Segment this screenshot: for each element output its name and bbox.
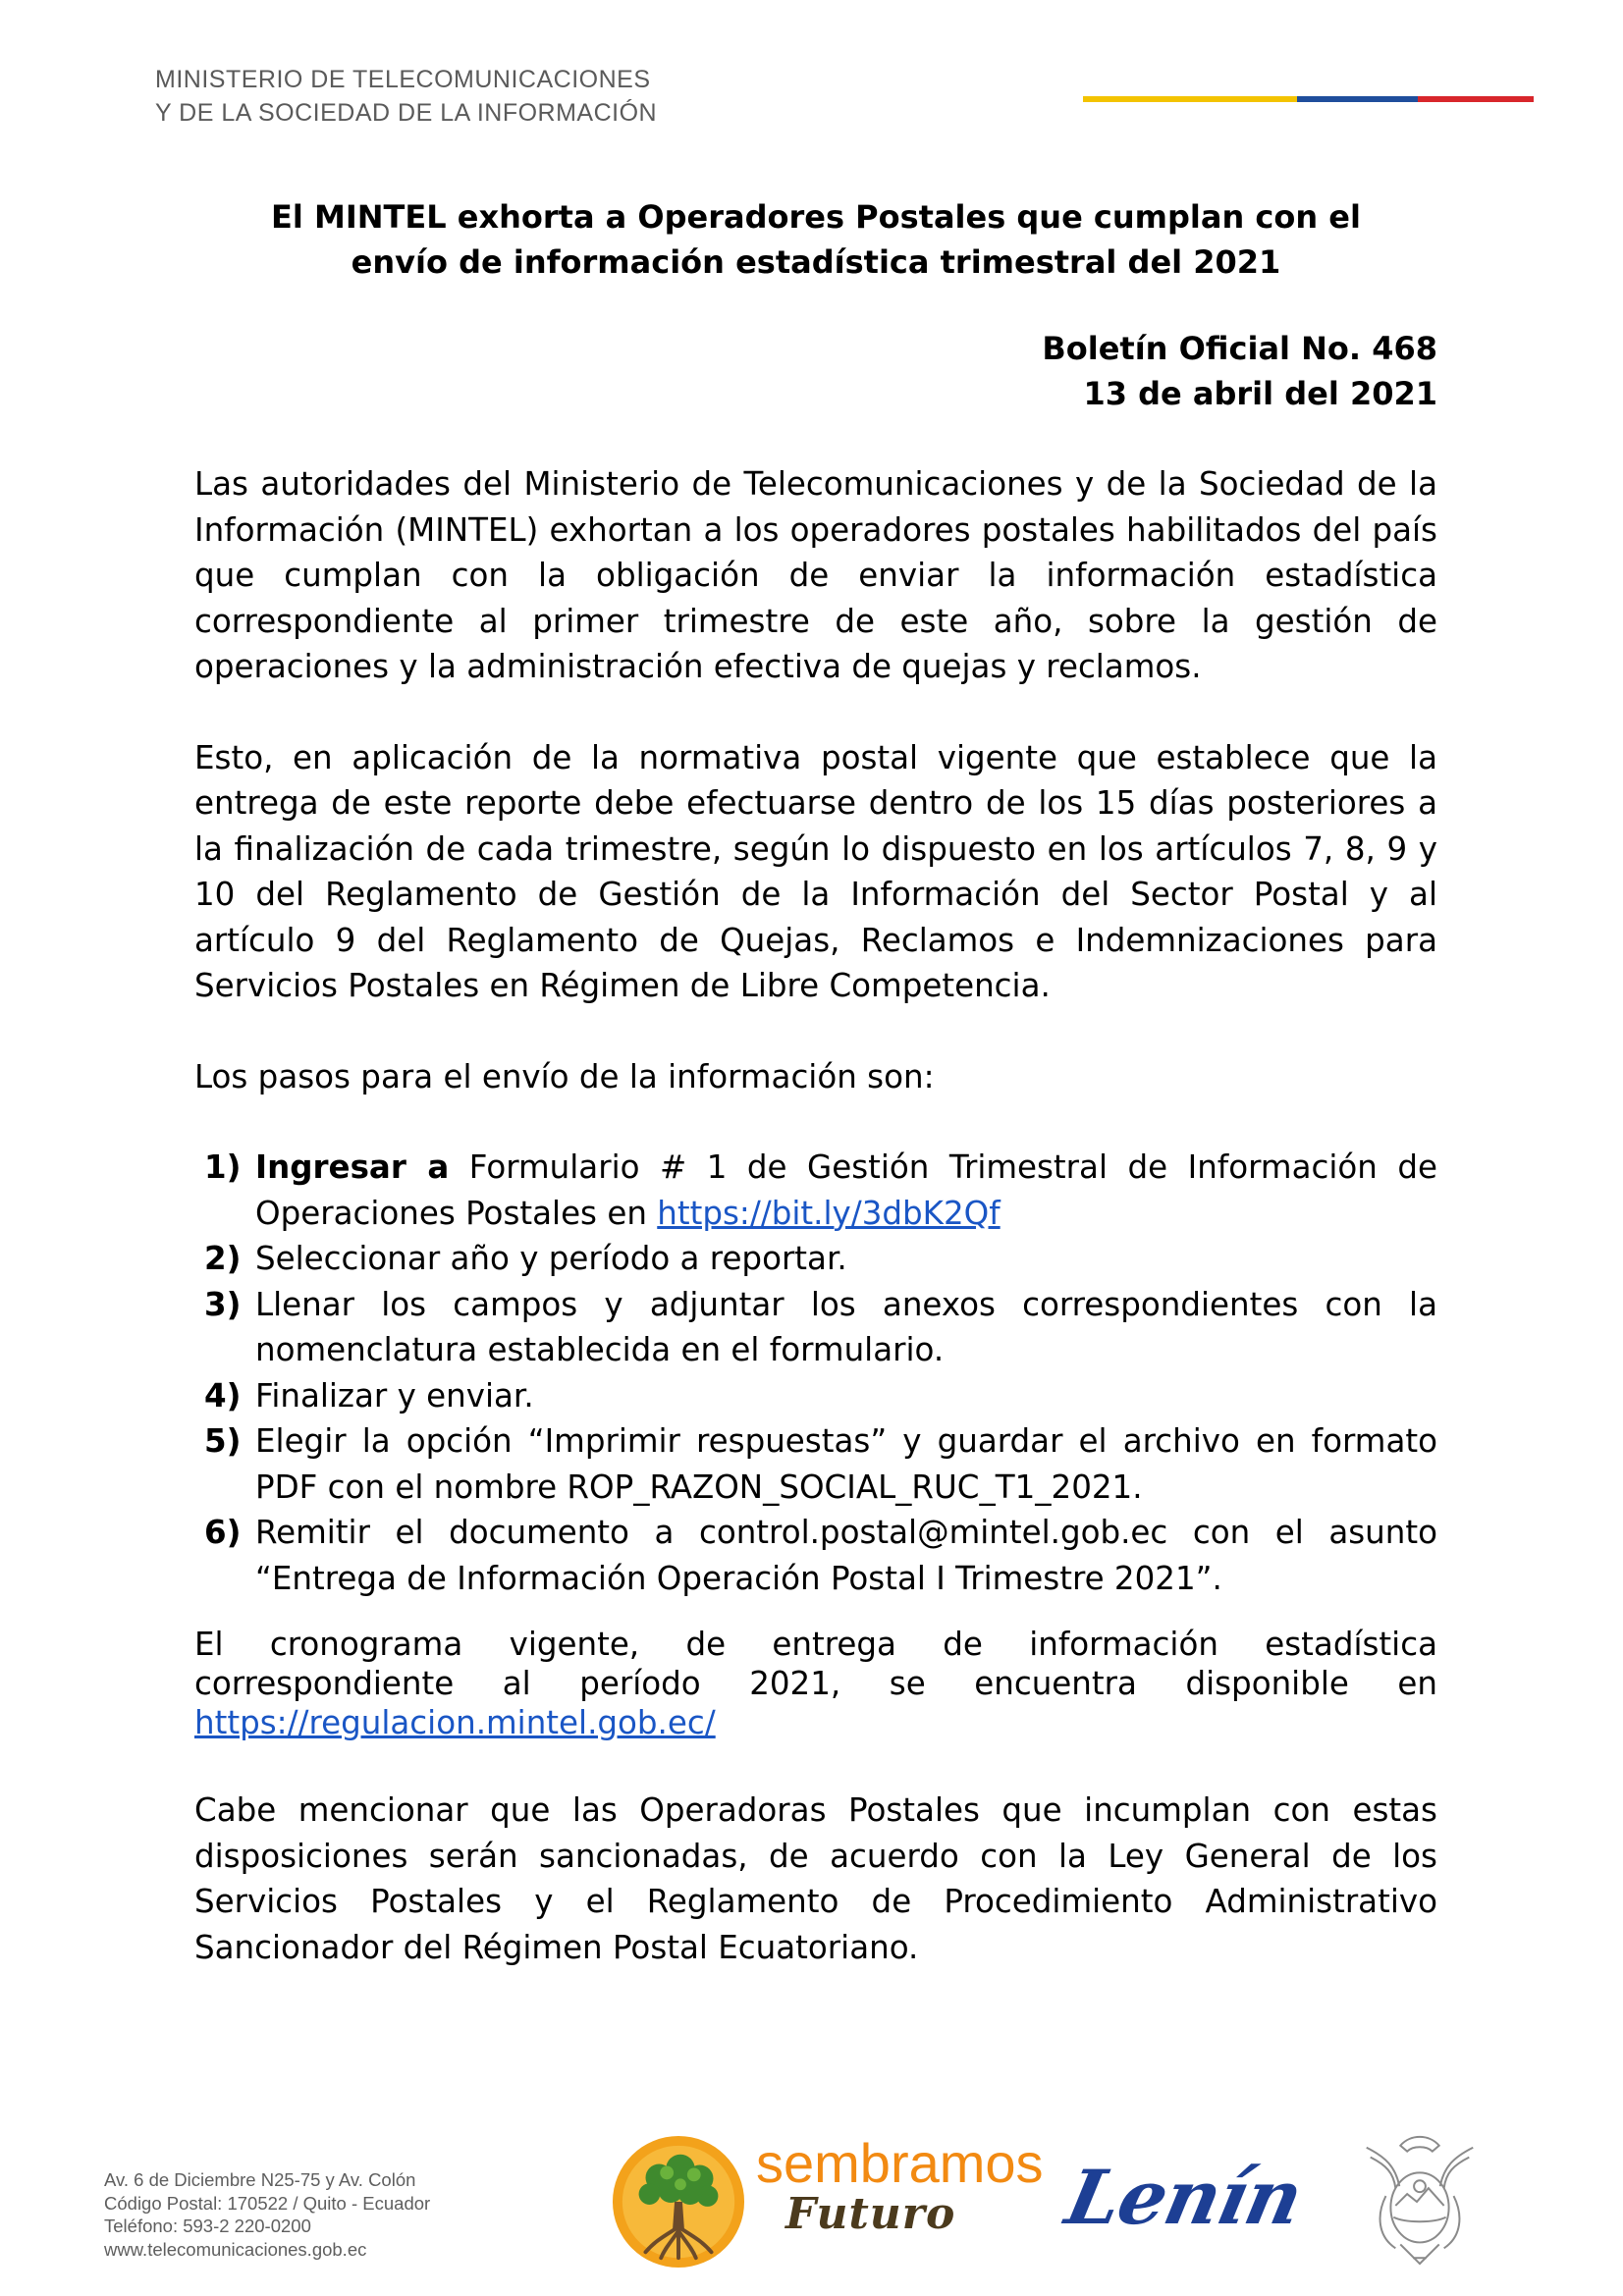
bulletin-info	[194, 326, 1437, 416]
schedule-text: El cronograma vigente, de entrega de información estadística correspondiente al período 2021, se encuentra disponible en	[194, 1626, 1437, 1702]
paragraph-sanctions: Cabe mencionar que las Operadoras Postales que incumplan con estas disposiciones serán sancionadas, de acuerdo con la Ley General de los Servicios Postales y el Reglamento de Procedimiento Administrativo Sancionador del Régimen Postal Ecuatoriano.	[194, 1791, 1437, 1966]
form-link[interactable]: https://bit.ly/3dbK2Qf	[657, 1194, 1001, 1232]
ministry-name-line2: Y DE LA SOCIEDAD DE LA INFORMACIÓN	[155, 99, 658, 127]
tree-logo-icon	[611, 2134, 746, 2269]
step-number: 1)	[204, 1148, 242, 1186]
document-body	[194, 194, 1437, 1970]
step-text: Formulario # 1 de Gestión Trimestral de Información de Operaciones Postales en	[255, 1148, 1437, 1232]
step-text: Llenar los campos y adjuntar los anexos correspondientes con la nomenclatura establecida en el formulario.	[255, 1285, 1437, 1368]
step-lead: Ingresar a	[255, 1148, 450, 1186]
address-line: Av. 6 de Diciembre N25-75 y Av. Colón	[104, 2169, 416, 2190]
steps-list	[194, 1145, 1437, 1601]
step-text: Elegir la opción “Imprimir respuestas” y guardar el archivo en formato PDF con el nombre ROP_RAZON_SOCIAL_RUC_T1_2021.	[255, 1422, 1437, 1506]
document-title-line1: El MINTEL exhorta a Operadores Postales que cumplan con el	[271, 198, 1361, 236]
paragraph-intro: Las autoridades del Ministerio de Telecomunicaciones y de la Sociedad de la Información (MINTEL) exhortan a los operadores postales habilitados del país que cumplan con la obligación de enviar la información estadística correspondiente al primer trimestre de este año, sobre la gestión de operaciones y la administración efectiva de quejas y reclamos.	[194, 465, 1437, 685]
step-number: 2)	[204, 1240, 242, 1277]
step-number: 5)	[204, 1422, 242, 1460]
lenin-logo: Lenín	[1058, 2154, 1310, 2241]
flag-stripe-yellow	[1083, 96, 1297, 102]
list-item	[194, 1145, 1437, 1236]
address-line: Teléfono: 593-2 220-0200	[104, 2216, 311, 2236]
step-text: Seleccionar año y período a reportar.	[255, 1240, 847, 1277]
flag-stripe-blue	[1297, 96, 1418, 102]
bulletin-date: 13 de abril del 2021	[1083, 375, 1437, 412]
slogan-futuro: Futuro	[785, 2189, 956, 2239]
regulation-link[interactable]: https://regulacion.mintel.gob.ec/	[194, 1704, 716, 1741]
footer-address	[104, 2168, 430, 2261]
flag-stripe-red	[1418, 96, 1534, 102]
address-line: Código Postal: 170522 / Quito - Ecuador	[104, 2192, 431, 2214]
step-text: Remitir el documento a control.postal@mintel.gob.ec con el asunto “Entrega de Información Operación Postal I Trimestre 2021”.	[255, 1514, 1437, 1597]
list-item	[194, 1373, 1437, 1419]
document-title	[194, 194, 1437, 285]
list-item	[194, 1236, 1437, 1282]
step-text: Finalizar y enviar.	[255, 1376, 534, 1415]
paragraph-schedule	[194, 1625, 1437, 1742]
bulletin-number: Boletín Oficial No. 468	[1042, 330, 1437, 367]
ministry-name-line1: MINISTERIO DE TELECOMUNICACIONES	[155, 66, 651, 93]
step-number: 3)	[204, 1285, 242, 1323]
list-item	[194, 1510, 1437, 1601]
step-number: 4)	[204, 1376, 242, 1415]
ministry-header	[155, 63, 657, 130]
slogan-sembramos: sembramos	[756, 2132, 1044, 2194]
list-item	[194, 1282, 1437, 1373]
step-number: 6)	[204, 1514, 242, 1551]
paragraph-regulation: Esto, en aplicación de la normativa postal vigente que establece que la entrega de este reporte debe efectuarse dentro de los 15 días posteriores a la finalización de cada trimestre, según lo dispuesto en los artículos 7, 8, 9 y 10 del Reglamento de Gestión de la Información del Sector Postal y al artículo 9 del Reglamento de Quejas, Reclamos e Indemnizaciones para Servicios Postales en Régimen de Libre Competencia.	[194, 738, 1437, 1004]
ecuador-coat-of-arms-icon	[1355, 2128, 1485, 2273]
document-title-line2: envío de información estadística trimestral del 2021	[351, 243, 1281, 281]
list-item	[194, 1418, 1437, 1510]
steps-intro: Los pasos para el envío de la información son:	[194, 1057, 935, 1095]
website-link[interactable]: www.telecomunicaciones.gob.ec	[104, 2238, 367, 2260]
